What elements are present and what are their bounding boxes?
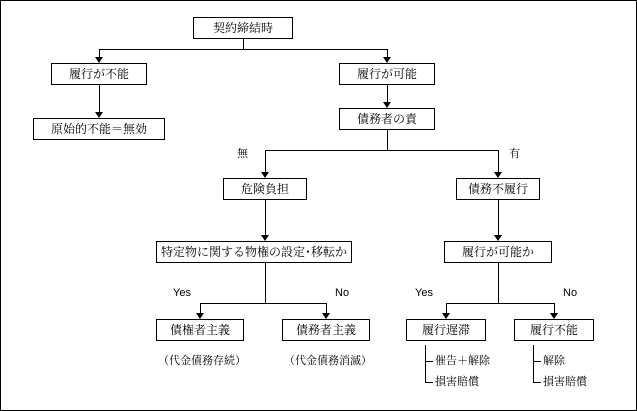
node-specific-thing-label: 特定物に関する物権の設定･移転か <box>160 245 347 259</box>
connector-to-debtor-rule <box>326 303 327 313</box>
node-perf-possible-question <box>444 241 552 263</box>
node-specific-thing <box>156 241 352 263</box>
bracket-perf-impossible <box>533 345 534 383</box>
node-debtor-rule-label: 債務者主義 <box>295 323 356 337</box>
note-creditor-rule: （代金債務存続） <box>158 355 246 367</box>
node-impossible-label: 履行が不能 <box>68 67 129 81</box>
arrowhead-to-possible <box>383 57 391 63</box>
connector-question-split <box>446 303 554 304</box>
node-impossible <box>51 63 147 85</box>
node-risk-burden-label: 危険負担 <box>240 182 289 196</box>
note-perf-delay-item2: 損害賠償 <box>435 376 479 388</box>
bracket-perf-delay-line1 <box>425 361 433 362</box>
connector-specific-down <box>265 263 266 303</box>
arrowhead-to-fault <box>383 102 391 108</box>
note-perf-delay-item1: 催告＋解除 <box>435 355 490 367</box>
arrowhead-to-perf-impossible <box>550 313 558 319</box>
node-perf-delay <box>406 319 486 341</box>
bracket-perf-impossible-line1 <box>533 361 541 362</box>
connector-fault-split <box>265 150 498 151</box>
edge-label-no-left: No <box>335 287 350 299</box>
node-nonperformance <box>456 178 540 200</box>
node-possible-label: 履行が可能 <box>356 67 417 81</box>
connector-to-nonperformance <box>498 150 499 172</box>
note-debtor-rule: （代金債務消滅） <box>284 355 372 367</box>
edge-label-none: 無 <box>237 148 248 160</box>
arrowhead-to-void <box>95 112 103 118</box>
node-creditor-rule <box>156 319 244 341</box>
connector-to-perf-delay <box>446 303 447 313</box>
node-root-label: 契約締結時 <box>212 21 273 35</box>
edge-label-yes-right: Yes <box>415 287 433 299</box>
node-debtor-fault <box>339 108 435 130</box>
arrowhead-to-impossible <box>95 57 103 63</box>
connector-impossible-to-void <box>99 85 100 112</box>
note-perf-impossible-item1: 解除 <box>543 355 565 367</box>
node-possible <box>339 63 435 85</box>
connector-fault-down <box>387 130 388 150</box>
node-risk-burden <box>223 178 307 200</box>
arrowhead-to-debtor-rule <box>322 313 330 319</box>
arrowhead-to-nonperformance <box>494 172 502 178</box>
node-creditor-rule-label: 債権者主義 <box>169 323 230 337</box>
arrowhead-to-perf-delay <box>442 313 450 319</box>
edge-label-yes-fault: 有 <box>509 148 520 160</box>
bracket-perf-delay-line2 <box>425 382 433 383</box>
connector-possible-to-fault <box>387 85 388 102</box>
connector-risk-to-specific <box>265 200 266 235</box>
connector-root-down <box>243 39 244 49</box>
connector-specific-split <box>200 303 326 304</box>
node-debtor-rule <box>282 319 370 341</box>
node-perf-possible-question-label: 履行が可能か <box>461 245 534 259</box>
connector-to-impossible <box>99 49 100 57</box>
arrowhead-to-question <box>494 235 502 241</box>
connector-to-creditor-rule <box>200 303 201 313</box>
bracket-perf-delay <box>425 345 426 383</box>
edge-label-yes-left: Yes <box>173 287 191 299</box>
node-perf-impossible <box>514 319 594 341</box>
node-perf-delay-label: 履行遅滞 <box>421 323 470 337</box>
node-original-void-label: 原始的不能＝無効 <box>50 122 147 136</box>
edge-label-no-right: No <box>563 287 578 299</box>
node-nonperformance-label: 債務不履行 <box>467 182 528 196</box>
connector-to-perf-impossible <box>554 303 555 313</box>
note-perf-impossible-item2: 損害賠償 <box>543 376 587 388</box>
arrowhead-to-creditor-rule <box>196 313 204 319</box>
node-root <box>193 17 293 39</box>
connector-to-risk-burden <box>265 150 266 172</box>
node-original-void <box>33 118 165 140</box>
node-perf-impossible-label: 履行不能 <box>529 323 578 337</box>
connector-to-possible <box>387 49 388 57</box>
connector-question-down <box>498 263 499 303</box>
connector-nonperf-to-question <box>498 200 499 235</box>
arrowhead-to-specific <box>261 235 269 241</box>
bracket-perf-impossible-line2 <box>533 382 541 383</box>
arrowhead-to-risk-burden <box>261 172 269 178</box>
node-debtor-fault-label: 債務者の責 <box>356 112 417 126</box>
connector-root-split <box>99 49 387 50</box>
